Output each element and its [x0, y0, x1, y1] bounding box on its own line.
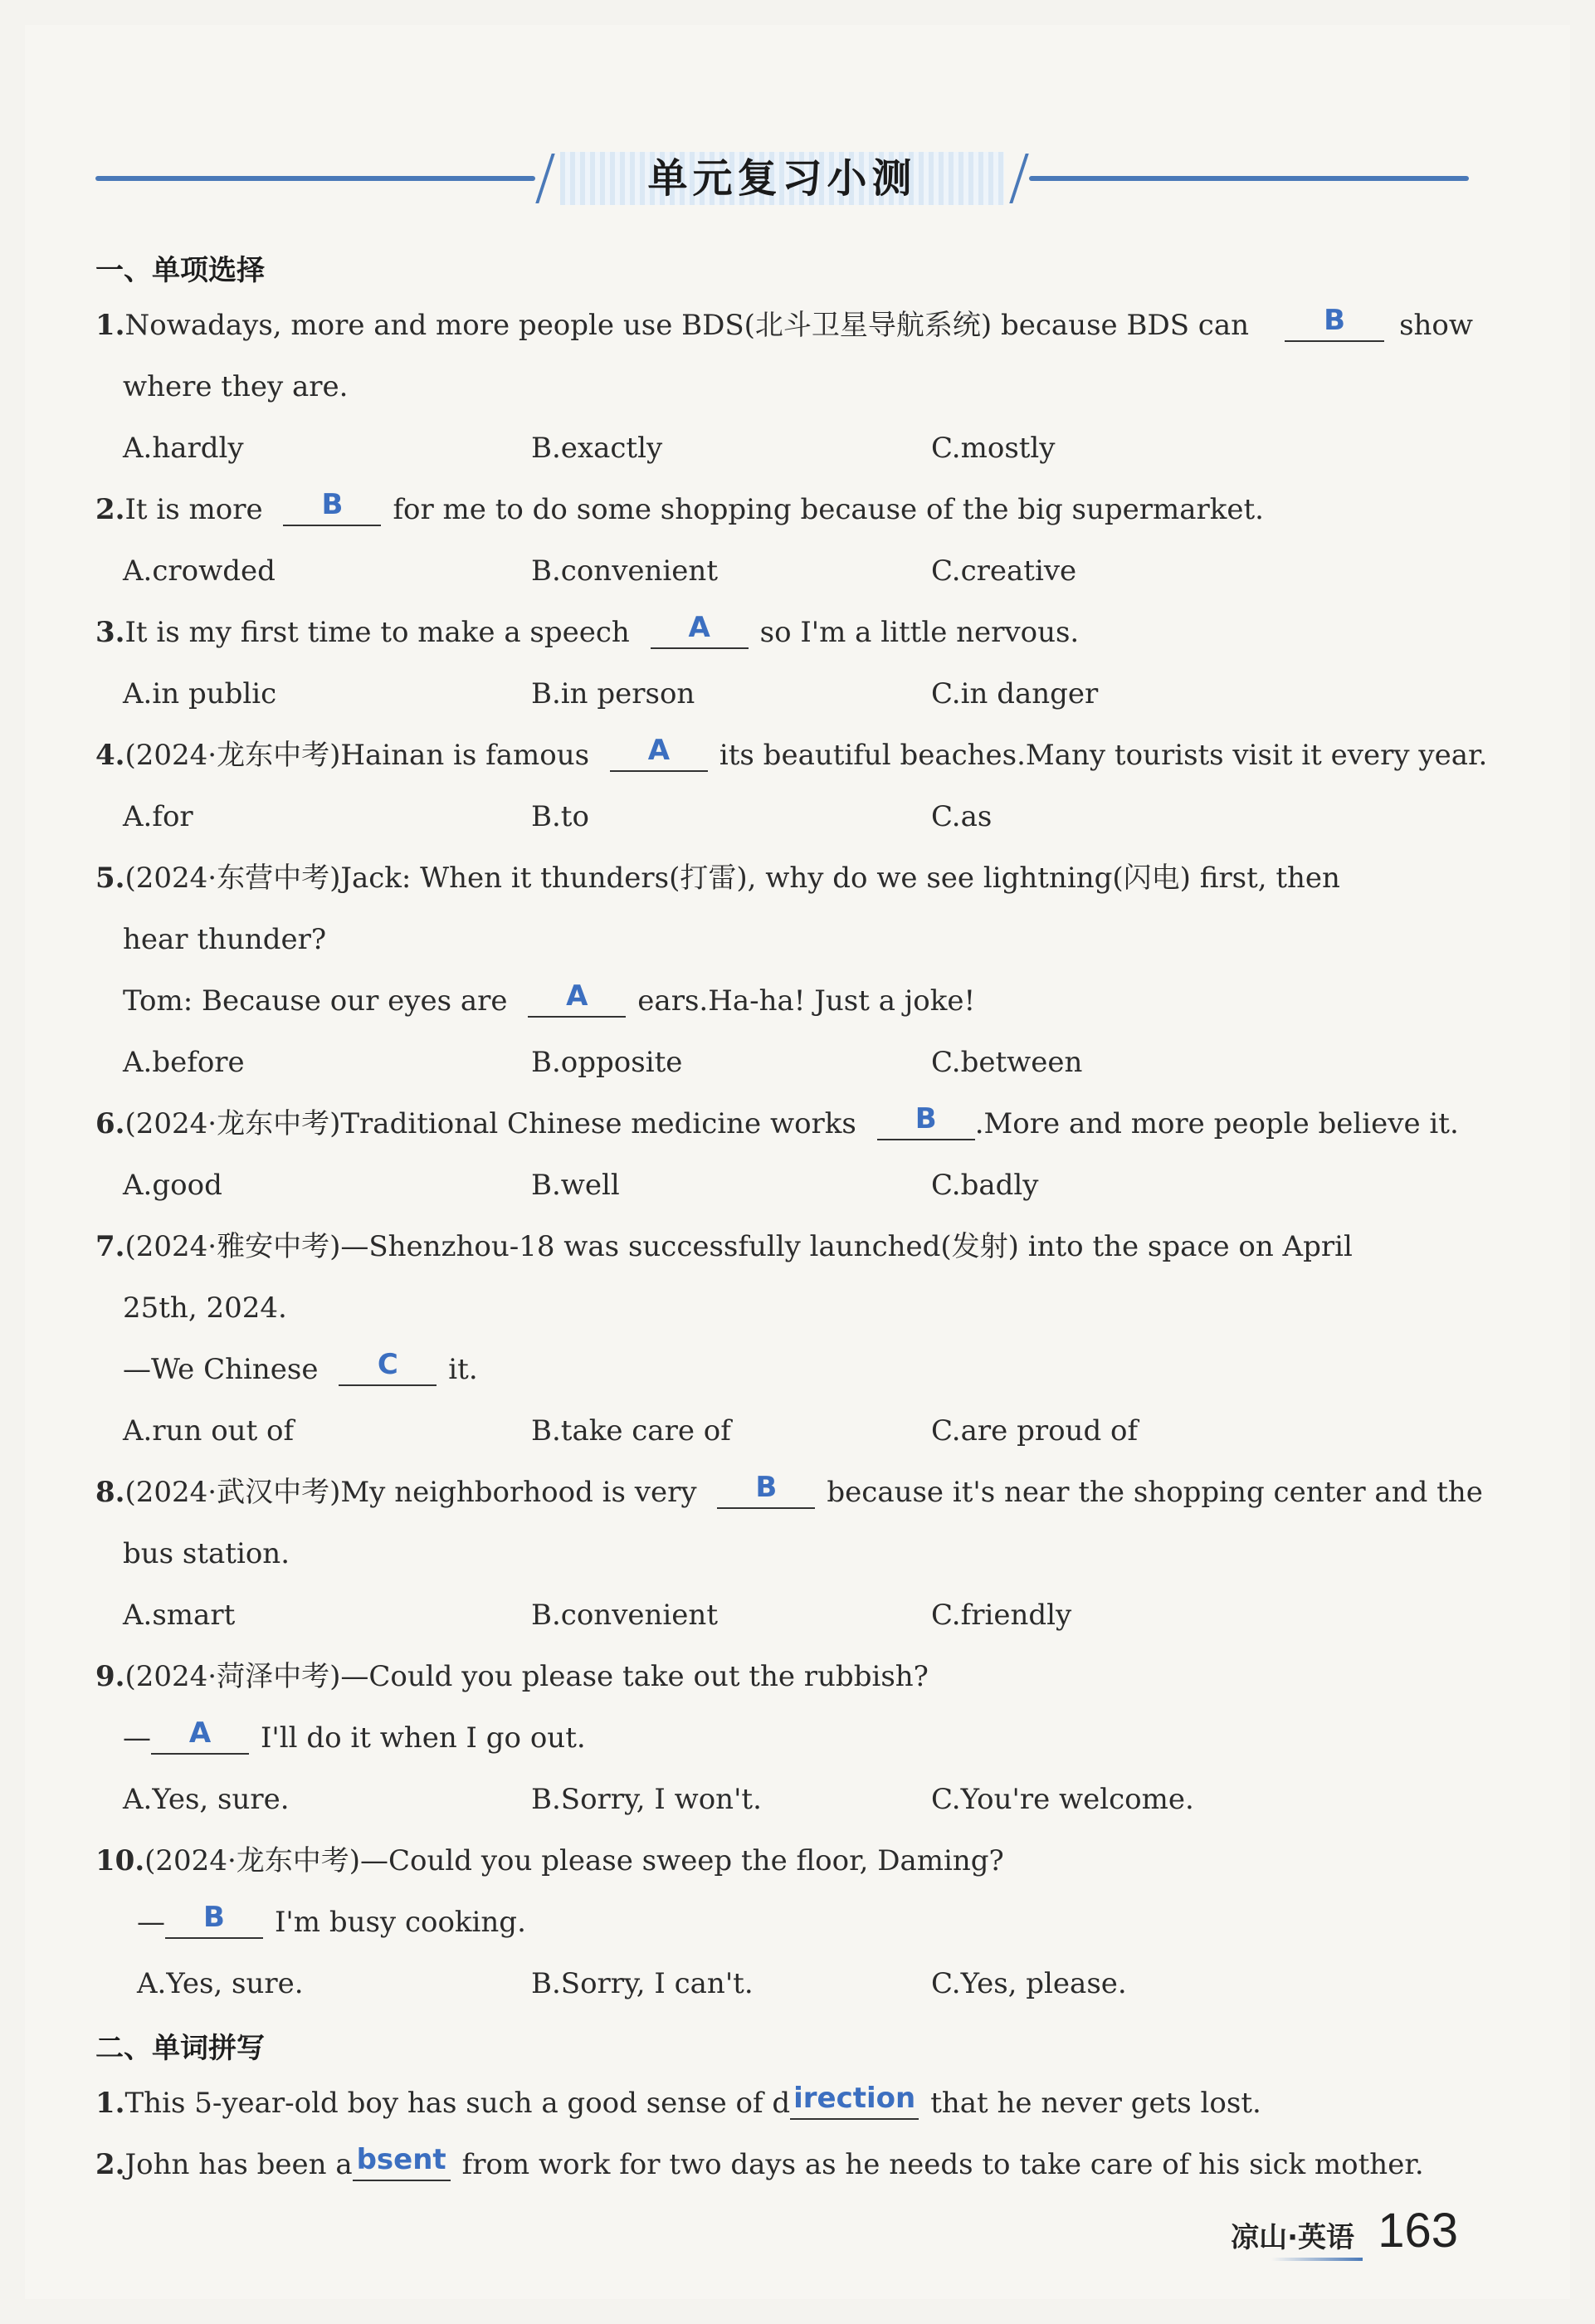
answer-mark: bsent [356, 2143, 446, 2176]
question-number: 6. [95, 1107, 125, 1140]
question-7 [95, 1228, 1353, 1265]
question-number: 1. [95, 2087, 125, 2120]
question-5-continued: hear thunder? [123, 923, 327, 956]
question-text-after: .More and more people believe it. [974, 1107, 1459, 1140]
option-a: A.Yes, sure. [123, 1783, 290, 1816]
question-1-continued: where they are. [123, 370, 349, 403]
question-text: — [137, 1906, 165, 1939]
option-b: B.in person [531, 677, 695, 710]
answer-blank [1285, 304, 1384, 342]
option-a: A.hardly [123, 432, 244, 465]
banner-slash-left [535, 154, 554, 203]
question-text: (2024·东营中考)Jack: When it thunders(打雷), why do we see lightning(闪电) first, then [124, 862, 1340, 895]
spelling-2 [95, 2143, 1424, 2183]
question-text-after: ears.Ha-ha! Just a joke! [637, 984, 976, 1018]
answer-blank [610, 734, 708, 772]
option-b: B.to [531, 800, 589, 833]
answer-mark: B [203, 1901, 225, 1934]
option-a: A.crowded [123, 554, 276, 588]
question-text: (2024·龙东中考)—Could you please sweep the floor, Daming? [144, 1844, 1004, 1877]
option-b: B.convenient [531, 1599, 718, 1632]
question-number: 3. [95, 616, 125, 649]
question-1 [95, 304, 1473, 344]
question-text-after: from work for two days as he needs to take care of his sick mother. [461, 2148, 1424, 2181]
question-text: (2024·龙东中考)Traditional Chinese medicine works [124, 1107, 856, 1140]
question-text-after: so I'm a little nervous. [759, 616, 1080, 649]
question-text-after: show [1399, 309, 1473, 342]
option-b: B.convenient [531, 554, 718, 588]
answer-blank [717, 1471, 815, 1509]
question-text-after: because it's near the shopping center and the [827, 1476, 1483, 1509]
answer-mark: B [321, 488, 344, 521]
question-10-response [137, 1901, 526, 1941]
question-text-after: it. [448, 1353, 478, 1386]
question-7-response [123, 1348, 478, 1388]
option-a: A.run out of [123, 1414, 295, 1448]
question-5 [95, 860, 1340, 896]
question-text: It is more [124, 493, 263, 526]
title-banner [95, 145, 1469, 212]
question-text-after: I'll do it when I go out. [261, 1721, 586, 1755]
footer-underline [1271, 2258, 1363, 2261]
question-text: (2024·龙东中考)Hainan is famous [124, 739, 590, 772]
answer-mark: A [647, 734, 671, 767]
worksheet-page [25, 25, 1570, 2299]
question-text-after: I'm busy cooking. [275, 1906, 526, 1939]
option-b: B.Sorry, I won't. [531, 1783, 762, 1816]
option-c: C.between [931, 1046, 1083, 1079]
answer-blank [339, 1348, 437, 1386]
answer-blank [651, 611, 749, 649]
option-c: C.in danger [931, 677, 1099, 710]
answer-mark: C [377, 1348, 398, 1381]
question-2 [95, 488, 1264, 528]
answer-mark: A [566, 979, 588, 1013]
option-c: C.Yes, please. [931, 1967, 1127, 2000]
question-3 [95, 611, 1080, 651]
question-text: Tom: Because our eyes are [123, 984, 508, 1018]
answer-mark: B [1324, 304, 1346, 337]
option-c: C.creative [931, 554, 1077, 588]
question-number: 9. [95, 1660, 125, 1693]
question-text: — [123, 1721, 151, 1755]
page-footer [1209, 2200, 1458, 2266]
question-7-continued: 25th, 2024. [123, 1291, 287, 1325]
question-8-continued: bus station. [123, 1537, 290, 1570]
question-number: 10. [95, 1844, 145, 1877]
question-text-after: its beautiful beaches.Many tourists visit it every year. [719, 739, 1488, 772]
answer-blank [283, 488, 381, 526]
answer-mark: B [755, 1471, 778, 1504]
option-b: B.exactly [531, 432, 663, 465]
answer-blank [790, 2082, 919, 2120]
question-4 [95, 734, 1488, 774]
question-text: It is my first time to make a speech [124, 616, 630, 649]
option-c: C.badly [931, 1169, 1039, 1202]
answer-blank [165, 1901, 263, 1939]
question-text: Nowadays, more and more people use BDS(北斗卫星导航系统) because BDS can [124, 309, 1250, 342]
section-heading-spelling: 二、单词拼写 [95, 2032, 265, 2065]
option-a: A.in public [123, 677, 277, 710]
banner-rule-right [1029, 176, 1469, 181]
option-a: A.smart [123, 1599, 236, 1632]
question-8 [95, 1471, 1483, 1511]
question-9-response [123, 1716, 586, 1756]
spelling-1 [95, 2082, 1261, 2121]
footer-label: 凉山·英语 [1231, 2221, 1354, 2254]
answer-blank [353, 2143, 451, 2181]
answer-blank [528, 979, 626, 1018]
option-a: A.Yes, sure. [137, 1967, 304, 2000]
section-heading-choice: 一、单项选择 [95, 254, 265, 287]
option-c: C.You're welcome. [931, 1783, 1194, 1816]
banner-slash-right [1009, 154, 1028, 203]
question-text: (2024·武汉中考)My neighborhood is very [124, 1476, 697, 1509]
question-text: John has been a [124, 2148, 353, 2181]
question-number: 4. [95, 739, 125, 772]
question-number: 8. [95, 1476, 125, 1509]
question-text: This 5-year-old boy has such a good sense of d [124, 2087, 791, 2120]
option-b: B.take care of [531, 1414, 731, 1448]
question-text: (2024·雅安中考)—Shenzhou-18 was successfully launched(发射) into the space on April [124, 1230, 1353, 1263]
question-text: —We Chinese [123, 1353, 319, 1386]
question-text-after: for me to do some shopping because of the big supermarket. [393, 493, 1264, 526]
option-c: C.as [931, 800, 993, 833]
option-a: A.good [123, 1169, 222, 1202]
question-6 [95, 1102, 1459, 1142]
question-number: 2. [95, 493, 125, 526]
option-a: A.before [123, 1046, 245, 1079]
question-text-after: that he never gets lost. [930, 2087, 1261, 2120]
answer-mark: A [188, 1716, 212, 1750]
option-c: C.mostly [931, 432, 1056, 465]
question-text: (2024·菏泽中考)—Could you please take out the rubbish? [124, 1660, 929, 1693]
question-9 [95, 1658, 929, 1695]
page-number: 163 [1378, 2204, 1458, 2258]
option-c: C.are proud of [931, 1414, 1139, 1448]
answer-mark: irection [793, 2082, 916, 2115]
question-number: 2. [95, 2148, 125, 2181]
answer-mark: B [915, 1102, 937, 1135]
banner-rule-left [95, 176, 535, 181]
answer-blank [151, 1716, 249, 1755]
option-b: B.well [531, 1169, 620, 1202]
answer-blank [877, 1102, 975, 1140]
question-number: 5. [95, 862, 125, 895]
option-b: B.Sorry, I can't. [531, 1967, 754, 2000]
option-c: C.friendly [931, 1599, 1072, 1632]
page-title: 单元复习小测 [647, 155, 917, 202]
question-number: 7. [95, 1230, 125, 1263]
question-10 [95, 1843, 1004, 1879]
question-number: 1. [95, 309, 125, 342]
option-b: B.opposite [531, 1046, 683, 1079]
option-a: A.for [123, 800, 193, 833]
answer-mark: A [688, 611, 710, 644]
question-5-response [123, 979, 976, 1019]
